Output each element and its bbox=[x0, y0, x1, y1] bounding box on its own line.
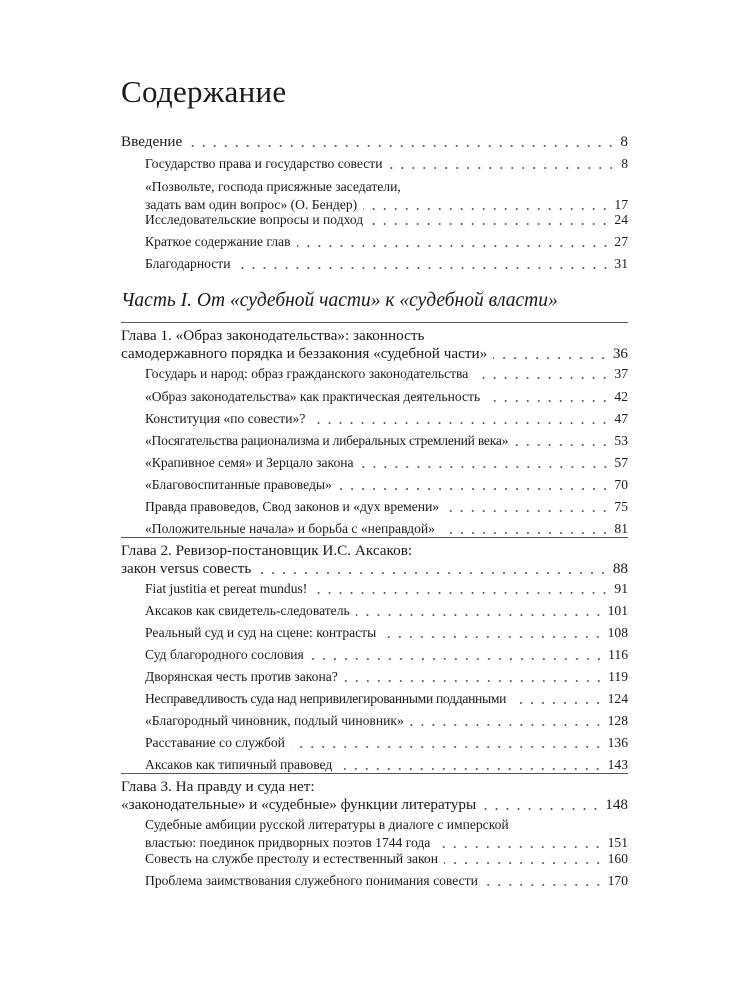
toc-page-number: 70 bbox=[614, 477, 628, 492]
dot-leader bbox=[356, 614, 604, 616]
toc-entry-title: Исследовательские вопросы и подход bbox=[145, 212, 364, 227]
toc-page-number: 101 bbox=[607, 603, 628, 618]
toc-page-number: 37 bbox=[614, 366, 628, 381]
toc-entry-title: «Образ законодательства» как практическая деятельность bbox=[145, 389, 481, 404]
toc-entry-title: Совесть на службе престолу и естественный закон bbox=[145, 851, 438, 866]
toc-entry[interactable] bbox=[145, 498, 628, 516]
toc-entry-title: закон versus совесть bbox=[121, 560, 252, 577]
toc-entry-title: Реальный суд и суд на сцене: контрасты bbox=[145, 625, 377, 640]
toc-page-number: 116 bbox=[608, 647, 628, 662]
toc-page-number: 8 bbox=[621, 156, 628, 171]
toc-entry-title: «Благовоспитанные правоведы» bbox=[145, 477, 332, 492]
toc-page-number: 42 bbox=[614, 389, 628, 404]
toc-entry[interactable] bbox=[145, 850, 628, 868]
toc-entry[interactable] bbox=[145, 668, 628, 686]
toc-entry-title: задать вам один вопрос» (О. Бендер) bbox=[145, 197, 358, 212]
toc-entry[interactable] bbox=[145, 155, 628, 173]
toc-entry-title: «Посягательства рационализма и либеральных стремлений века» bbox=[145, 433, 509, 448]
toc-entry-title: Введение bbox=[121, 133, 183, 150]
dot-leader bbox=[484, 884, 604, 886]
dot-leader bbox=[436, 846, 603, 848]
toc-entry[interactable] bbox=[145, 690, 628, 708]
toc-entry-title: «Позвольте, господа присяжные заседатели, bbox=[145, 179, 401, 194]
chapter-divider bbox=[121, 537, 628, 538]
toc-entry[interactable] bbox=[145, 410, 628, 428]
toc-entry[interactable] bbox=[145, 178, 628, 214]
dot-leader bbox=[514, 444, 610, 446]
toc-page-number: 75 bbox=[614, 499, 628, 514]
toc-entry[interactable] bbox=[145, 388, 628, 406]
toc-page-number: 27 bbox=[614, 234, 628, 249]
toc-page-number: 124 bbox=[607, 691, 628, 706]
dot-leader bbox=[188, 145, 616, 147]
toc-entry-title: Глава 1. «Образ законодательства»: законность bbox=[121, 327, 425, 344]
dot-leader bbox=[493, 357, 609, 359]
dot-leader bbox=[512, 702, 603, 704]
toc-page-number: 53 bbox=[614, 433, 628, 448]
toc-entry-intro[interactable] bbox=[121, 133, 628, 151]
toc-entry-title: Благодарности bbox=[145, 256, 231, 271]
toc-page-number: 31 bbox=[614, 256, 628, 271]
toc-page-number: 108 bbox=[607, 625, 628, 640]
dot-leader bbox=[410, 724, 604, 726]
toc-page-number: 91 bbox=[614, 581, 628, 596]
dot-leader bbox=[388, 167, 617, 169]
toc-page-number: 119 bbox=[608, 669, 628, 684]
toc-page-number: 8 bbox=[620, 133, 628, 150]
toc-page-number: 160 bbox=[607, 851, 628, 866]
toc-entry-title: Расставание со службой bbox=[145, 735, 285, 750]
toc-entry[interactable] bbox=[145, 233, 628, 251]
toc-entry-title: Несправедливость суда над непривилегированными подданными bbox=[145, 691, 507, 706]
toc-entry-title: Fiat justitia et pereat mundus! bbox=[145, 581, 308, 596]
toc-page-number: 24 bbox=[614, 212, 628, 227]
toc-entry-title: Конституция «по совести»? bbox=[145, 411, 306, 426]
dot-leader bbox=[291, 746, 604, 748]
dot-leader bbox=[344, 680, 604, 682]
toc-entry[interactable] bbox=[145, 712, 628, 730]
dot-leader bbox=[441, 532, 610, 534]
dot-leader bbox=[369, 223, 610, 225]
toc-entry-title: Правда правоведов, Свод законов и «дух времени» bbox=[145, 499, 440, 514]
dot-leader bbox=[482, 808, 601, 810]
toc-entry-title: Аксаков как типичный правовед bbox=[145, 757, 333, 772]
toc-entry-title: Судебные амбиции русской литературы в диалоге с имперской bbox=[145, 817, 509, 832]
toc-entry[interactable] bbox=[145, 602, 628, 620]
toc-entry-title: Суд благородного сословия bbox=[145, 647, 304, 662]
toc-page-number: 47 bbox=[614, 411, 628, 426]
dot-leader bbox=[338, 488, 611, 490]
toc-entry[interactable] bbox=[145, 476, 628, 494]
toc-entry-title: самодержавного порядка и беззакония «судебной части» bbox=[121, 345, 488, 362]
toc-entry[interactable] bbox=[145, 580, 628, 598]
toc-page-number: 148 bbox=[605, 796, 628, 813]
toc-entry-title: Государь и народ: образ гражданского законодательства bbox=[145, 366, 469, 381]
toc-entry-title: Глава 3. На правду и суда нет: bbox=[121, 778, 315, 795]
toc-entry[interactable] bbox=[145, 734, 628, 752]
toc-page-number: 170 bbox=[607, 873, 628, 888]
toc-page-number: 81 bbox=[614, 521, 628, 536]
toc-page-number: 151 bbox=[607, 835, 628, 850]
toc-page-number: 128 bbox=[607, 713, 628, 728]
toc-entry-title: властью: поединок придворных поэтов 1744 года bbox=[145, 835, 431, 850]
toc-chapter-1[interactable] bbox=[121, 327, 628, 363]
dot-leader bbox=[310, 658, 604, 660]
toc-page-number: 143 bbox=[607, 757, 628, 772]
toc-page-number: 17 bbox=[614, 197, 628, 212]
dot-leader bbox=[313, 592, 610, 594]
dot-leader bbox=[486, 400, 610, 402]
toc-entry-title: Аксаков как свидетель-следователь bbox=[145, 603, 350, 618]
dot-leader bbox=[445, 510, 610, 512]
toc-chapter-3[interactable] bbox=[121, 778, 628, 814]
dot-leader bbox=[297, 245, 611, 247]
toc-page-number: 88 bbox=[612, 560, 628, 577]
dot-leader bbox=[311, 422, 610, 424]
toc-entry[interactable] bbox=[145, 365, 628, 383]
toc-entry[interactable] bbox=[145, 454, 628, 472]
toc-entry[interactable] bbox=[145, 211, 628, 229]
dot-leader bbox=[444, 862, 604, 864]
chapter-divider bbox=[121, 773, 628, 774]
toc-entry[interactable] bbox=[145, 520, 628, 538]
toc-entry[interactable] bbox=[145, 255, 628, 273]
dot-leader bbox=[382, 636, 603, 638]
dot-leader bbox=[363, 208, 610, 210]
toc-entry-title: «законодательные» и «судебные» функции литературы bbox=[121, 796, 477, 813]
toc-entry-title: Дворянская честь против закона? bbox=[145, 669, 338, 684]
toc-entry-title: Государство права и государство совести bbox=[145, 156, 383, 171]
toc-entry[interactable] bbox=[145, 816, 628, 852]
toc-entry[interactable] bbox=[145, 872, 628, 890]
dot-leader bbox=[338, 768, 603, 770]
toc-entry-title: Краткое содержание глав bbox=[145, 234, 291, 249]
toc-page-number: 57 bbox=[614, 455, 628, 470]
dot-leader bbox=[257, 572, 609, 574]
toc-entry[interactable] bbox=[145, 624, 628, 642]
toc-entry[interactable] bbox=[145, 756, 628, 774]
page-title: Содержание bbox=[121, 74, 287, 109]
toc-entry-title: «Благородный чиновник, подлый чиновник» bbox=[145, 713, 404, 728]
toc-entry-title: «Крапивное семя» и Зерцало закона bbox=[145, 455, 354, 470]
toc-page-number: 136 bbox=[607, 735, 628, 750]
dot-leader bbox=[474, 377, 610, 379]
dot-leader bbox=[237, 267, 611, 269]
toc-entry-title: Проблема заимствования служебного понимания совести bbox=[145, 873, 478, 888]
toc-entry-title: «Положительные начала» и борьба с «неправдой» bbox=[145, 521, 435, 536]
toc-entry-title: Глава 2. Ревизор-постановщик И.С. Аксаков: bbox=[121, 542, 413, 559]
toc-page-number: 36 bbox=[612, 345, 628, 362]
chapter-divider bbox=[121, 322, 628, 323]
part-title: Часть I. От «судебной части» к «судебной власти» bbox=[121, 290, 558, 311]
toc-chapter-2[interactable] bbox=[121, 542, 628, 578]
dot-leader bbox=[360, 466, 611, 468]
toc-entry[interactable] bbox=[145, 432, 628, 450]
toc-entry[interactable] bbox=[145, 646, 628, 664]
